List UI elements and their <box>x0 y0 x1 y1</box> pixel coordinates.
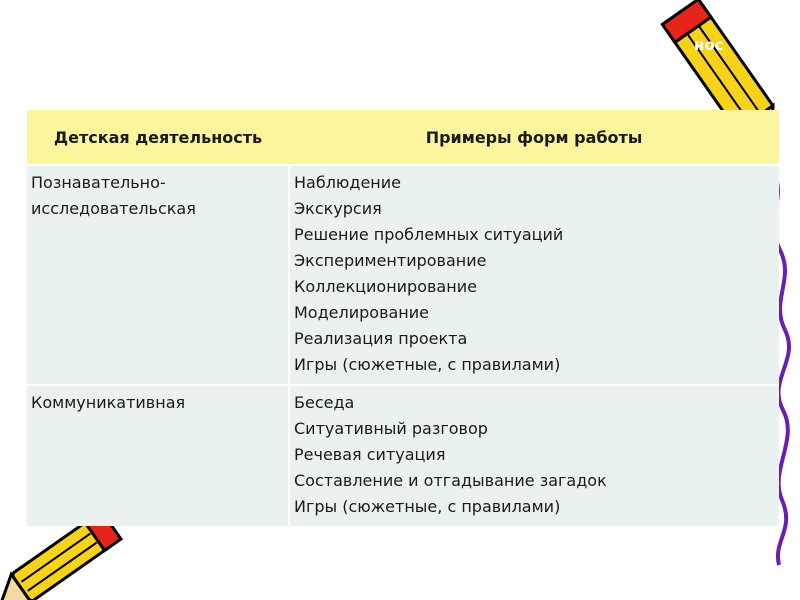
forms-cell <box>289 165 779 385</box>
form-item: Наблюдение <box>294 173 402 192</box>
column-header-activity: Детская деятельность <box>27 110 289 165</box>
activity-label-line: Коммуникативная <box>31 393 186 412</box>
activity-cell <box>27 165 289 385</box>
form-item: Экскурсия <box>294 199 382 218</box>
pencil-icon <box>660 0 800 120</box>
table-header-row <box>27 110 779 165</box>
form-item: Составление и отгадывание загадок <box>294 471 607 490</box>
column-header-forms: Примеры форм работы <box>289 110 779 165</box>
table-row <box>27 385 779 526</box>
table-row <box>27 165 779 385</box>
activity-label-line: Познавательно- <box>31 173 166 192</box>
activity-label-line: исследовательская <box>31 199 196 218</box>
form-item: Моделирование <box>294 303 430 322</box>
form-item: Экспериментирование <box>294 251 487 270</box>
form-item: Игры (сюжетные, с правилами) <box>294 355 561 374</box>
form-item: Игры (сюжетные, с правилами) <box>294 497 561 516</box>
form-item: Коллекционирование <box>294 277 477 296</box>
slide-title-partial: нос <box>694 36 724 54</box>
activity-cell <box>27 385 289 526</box>
activities-table <box>27 110 779 526</box>
form-item: Ситуативный разговор <box>294 419 488 438</box>
forms-cell <box>289 385 779 526</box>
form-item: Беседа <box>294 393 355 412</box>
form-item: Реализация проекта <box>294 329 468 348</box>
form-item: Речевая ситуация <box>294 445 446 464</box>
form-item: Решение проблемных ситуаций <box>294 225 564 244</box>
